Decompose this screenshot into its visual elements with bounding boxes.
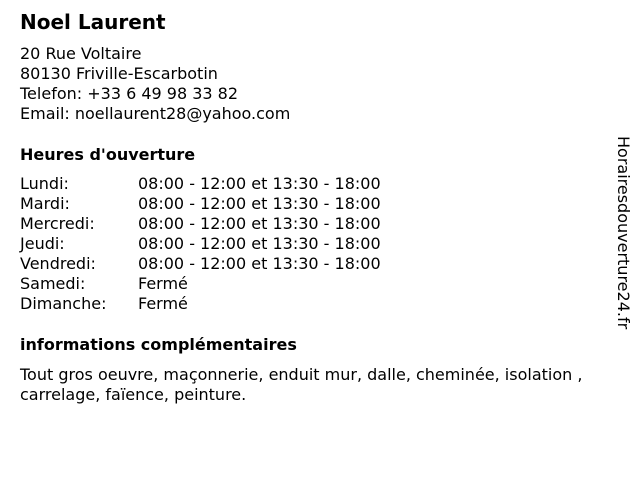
address-block [20, 44, 290, 124]
postal-city: 80130 Friville-Escarbotin [20, 64, 218, 83]
business-name: Noel Laurent [20, 10, 166, 34]
street-address: 20 Rue Voltaire [20, 44, 142, 63]
time-range: 08:00 - 12:00 et 13:30 - 18:00 [138, 174, 381, 193]
additional-info-text: Tout gros oeuvre, maçonnerie, enduit mur, dalle, cheminée, isolation , carrelage, faïence, peinture. [20, 365, 583, 404]
day-label: Vendredi: [20, 254, 96, 273]
time-range: 08:00 - 12:00 et 13:30 - 18:00 [138, 254, 381, 273]
additional-info-heading: informations complémentaires [20, 335, 297, 354]
day-label: Lundi: [20, 174, 69, 193]
time-range: 08:00 - 12:00 et 13:30 - 18:00 [138, 214, 381, 233]
watermark [613, 136, 633, 346]
email-address: Email: noellaurent28@yahoo.com [20, 104, 291, 123]
day-label: Dimanche: [20, 294, 107, 313]
opening-hours-heading: Heures d'ouverture [20, 145, 196, 164]
watermark-text: Horairesdouverture24.fr [614, 136, 633, 330]
day-label: Samedi: [20, 274, 86, 293]
time-range: Fermé [138, 274, 188, 293]
phone-number: Telefon: +33 6 49 98 33 82 [20, 84, 239, 103]
time-range: 08:00 - 12:00 et 13:30 - 18:00 [138, 234, 381, 253]
day-label: Jeudi: [20, 234, 65, 253]
day-label: Mardi: [20, 194, 70, 213]
time-range: 08:00 - 12:00 et 13:30 - 18:00 [138, 194, 381, 213]
time-range: Fermé [138, 294, 188, 313]
day-label: Mercredi: [20, 214, 95, 233]
